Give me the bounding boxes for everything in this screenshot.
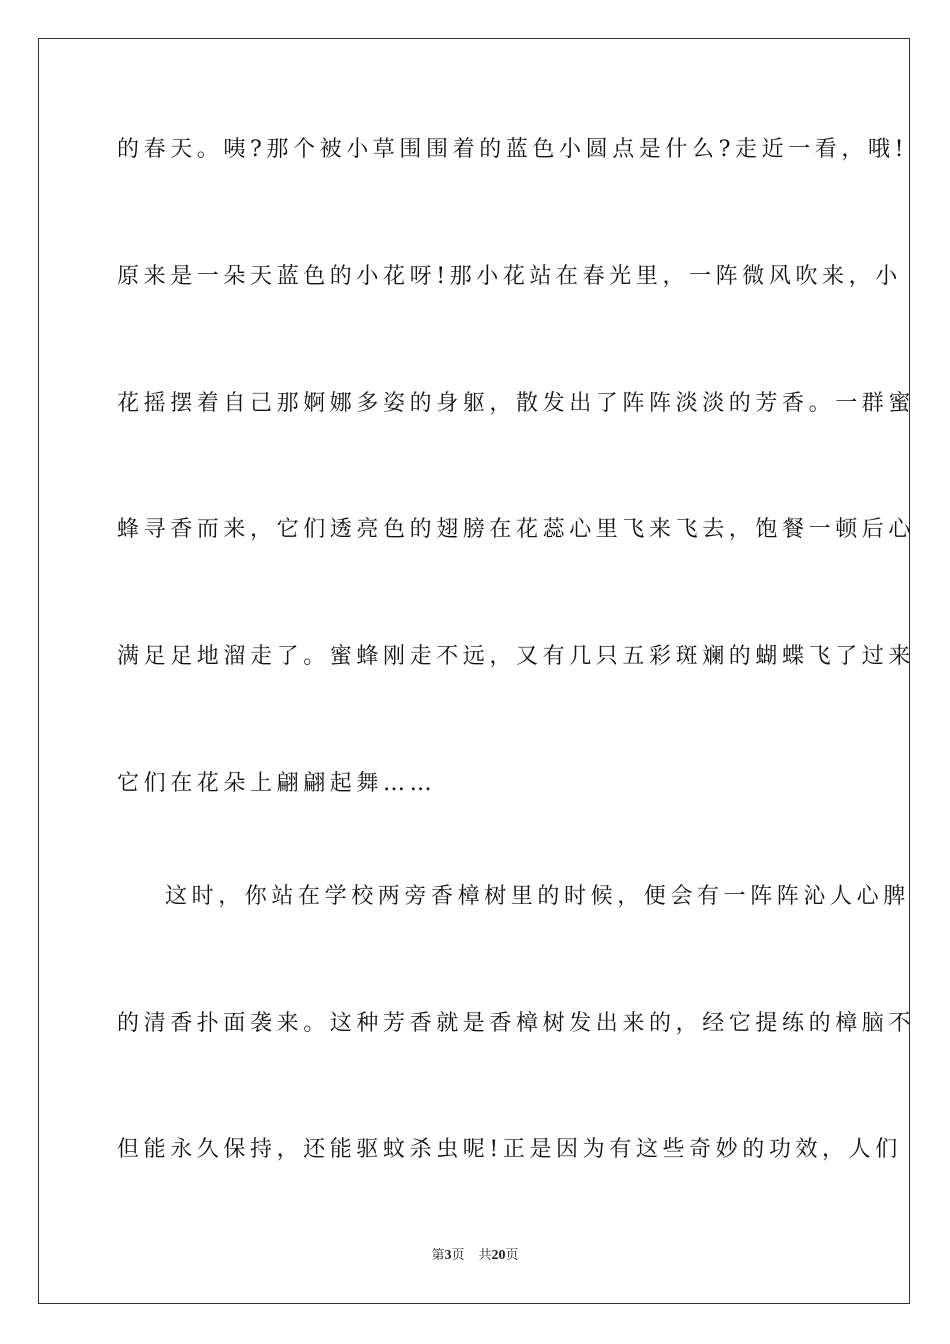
body-line-6: 它们在花朵上翩翩起舞…… (117, 771, 437, 796)
body-line-2: 原来是一朵天蓝色的小花呀!那小花站在春光里，一阵微风吹来，小 (117, 264, 902, 289)
paragraph-start-line: 这时，你站在学校两旁香樟树里的时候，便会有一阵阵沁人心脾 (165, 884, 910, 909)
body-line-9: 但能永久保持，还能驱蚊杀虫呢!正是因为有这些奇妙的功效，人们 (117, 1137, 902, 1162)
page-prefix: 第 (431, 1248, 445, 1263)
total-suffix: 页 (505, 1248, 519, 1263)
body-line-1: 的春天。咦?那个被小草围围着的蓝色小圆点是什么?走近一看，哦! (117, 137, 909, 162)
body-line-5: 满足足地溜走了。蜜蜂刚走不远，又有几只五彩斑斓的蝴蝶飞了过来 (117, 644, 916, 669)
page-suffix: 页 (451, 1248, 465, 1263)
body-line-4: 蜂寻香而来，它们透亮色的翅膀在花蕊心里飞来飞去，饱餐一顿后心 (117, 517, 916, 542)
total-pages: 20 (491, 1248, 506, 1263)
body-line-8: 的清香扑面袭来。这种芳香就是香樟树发出来的，经它提练的樟脑不 (117, 1011, 916, 1036)
page-footer (0, 1247, 950, 1265)
page-number: 3 (444, 1248, 452, 1263)
total-prefix: 共 (478, 1248, 492, 1263)
body-line-3: 花摇摆着自己那婀娜多姿的身躯，散发出了阵阵淡淡的芳香。一群蜜 (117, 391, 916, 416)
